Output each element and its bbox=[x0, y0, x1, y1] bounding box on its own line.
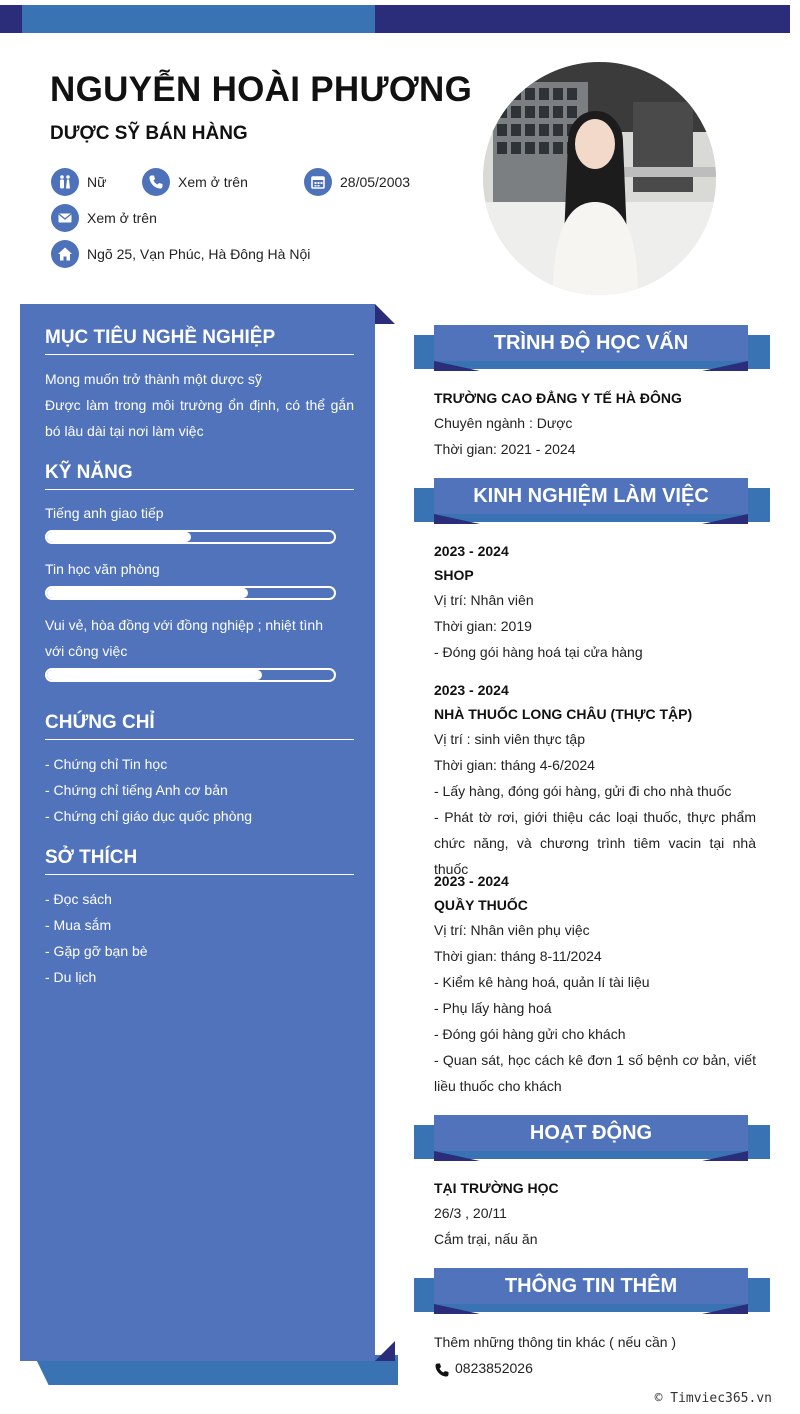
experience-heading bbox=[414, 478, 770, 522]
gender-info bbox=[51, 168, 106, 196]
sidebar-fold-top bbox=[375, 304, 395, 324]
watermark: © Timviec365.vn bbox=[654, 1391, 772, 1406]
address-info bbox=[51, 240, 310, 268]
skill-bar-fill bbox=[47, 670, 262, 680]
candidate-name: NGUYỄN HOÀI PHƯƠNG bbox=[50, 70, 473, 109]
certificate-item: - Chứng chỉ tiếng Anh cơ bản bbox=[45, 782, 228, 798]
job-line: - Kiểm kê hàng hoá, quản lí tài liệu bbox=[434, 974, 650, 990]
skill-bar bbox=[45, 530, 336, 544]
job-line: - Quan sát, học cách kê đơn 1 số bệnh cơ bản, viết liều thuốc cho khách bbox=[434, 1052, 756, 1094]
birthday-info bbox=[304, 168, 410, 196]
activity-place: TẠI TRƯỜNG HỌC bbox=[434, 1180, 559, 1196]
more-info-phone bbox=[434, 1355, 756, 1381]
skill-name: Tiếng anh giao tiếp bbox=[45, 505, 164, 521]
certificates-title: CHỨNG CHỈ bbox=[45, 712, 354, 740]
birthday-value: 28/05/2003 bbox=[340, 174, 411, 190]
job-line: - Đóng gói hàng hoá tại cửa hàng bbox=[434, 644, 643, 660]
job-company: QUẦY THUỐC bbox=[434, 897, 528, 913]
phone-icon bbox=[142, 168, 170, 196]
phone-icon bbox=[434, 1360, 450, 1376]
job-period: 2023 - 2024 bbox=[434, 543, 509, 559]
job-company: NHÀ THUỐC LONG CHÂU (THỰC TẬP) bbox=[434, 706, 693, 722]
job-line: Thời gian: 2019 bbox=[434, 618, 532, 634]
job-line: - Đóng gói hàng gửi cho khách bbox=[434, 1026, 626, 1042]
job-period: 2023 - 2024 bbox=[434, 873, 509, 889]
skill-bar-fill bbox=[47, 532, 191, 542]
experience-title: KINH NGHIỆM LÀM VIỆC bbox=[434, 478, 748, 514]
job-line: - Lấy hàng, đóng gói hàng, gửi đi cho nhà thuốc bbox=[434, 783, 732, 799]
skill-name: Tin học văn phòng bbox=[45, 561, 160, 577]
phone-value: Xem ở trên bbox=[178, 174, 248, 190]
skills-title: KỸ NĂNG bbox=[45, 462, 354, 490]
school-name: TRƯỜNG CAO ĐẲNG Y TẾ HÀ ĐÔNG bbox=[434, 390, 682, 406]
job-line: - Phát tờ rơi, giới thiệu các loại thuốc, thực phẩm chức năng, và chương trình tiêm vacin tại nhà thuốc bbox=[434, 809, 756, 877]
job-line: - Phụ lấy hàng hoá bbox=[434, 1000, 552, 1016]
sidebar-fold-bottom bbox=[375, 1341, 395, 1361]
email-value: Xem ở trên bbox=[87, 210, 157, 226]
hobby-item: - Đọc sách bbox=[45, 891, 112, 907]
address-value: Ngõ 25, Vạn Phúc, Hà Đông Hà Nội bbox=[87, 246, 311, 262]
activities-title: HOẠT ĐỘNG bbox=[434, 1115, 748, 1151]
objective-text: Mong muốn trở thành một dược sỹ Được làm trong môi trường ổn định, có thể gắn bó lâu dài tại nơi làm việc bbox=[45, 371, 354, 439]
skill-bar bbox=[45, 668, 336, 682]
more-info-title: THÔNG TIN THÊM bbox=[434, 1268, 748, 1304]
phone-info bbox=[142, 168, 248, 196]
activities-heading bbox=[414, 1115, 770, 1159]
skill-bar-fill bbox=[47, 588, 248, 598]
hobby-item: - Gặp gỡ bạn bè bbox=[45, 943, 148, 959]
education-heading bbox=[414, 325, 770, 369]
school-time: Thời gian: 2021 - 2024 bbox=[434, 441, 576, 457]
education-title: TRÌNH ĐỘ HỌC VẤN bbox=[434, 325, 748, 361]
gender-value: Nữ bbox=[87, 174, 107, 190]
job-period: 2023 - 2024 bbox=[434, 682, 509, 698]
certificate-item: - Chứng chỉ Tin học bbox=[45, 756, 168, 772]
certificate-item: - Chứng chỉ giáo dục quốc phòng bbox=[45, 808, 253, 824]
more-info-heading bbox=[414, 1268, 770, 1312]
envelope-icon bbox=[51, 204, 79, 232]
phone-number: 0823852026 bbox=[455, 1360, 533, 1376]
email-info bbox=[51, 204, 157, 232]
calendar-icon bbox=[304, 168, 332, 196]
job-title: DƯỢC SỸ BÁN HÀNG bbox=[50, 123, 248, 144]
hobbies-title: SỞ THÍCH bbox=[45, 847, 354, 875]
hobby-item: - Mua sắm bbox=[45, 917, 112, 933]
top-decor-accent bbox=[22, 5, 375, 33]
job-line: Thời gian: tháng 8-11/2024 bbox=[434, 948, 602, 964]
job-line: Thời gian: tháng 4-6/2024 bbox=[434, 757, 595, 773]
job-line: Vị trí : sinh viên thực tập bbox=[434, 731, 585, 747]
skill-name: Vui vẻ, hòa đồng với đồng nghiệp ; nhiệt tình với công việc bbox=[45, 617, 323, 659]
school-major: Chuyên ngành : Dược bbox=[434, 415, 573, 431]
job-line: Vị trí: Nhân viên bbox=[434, 592, 534, 608]
job-company: SHOP bbox=[434, 567, 474, 583]
profile-photo bbox=[483, 62, 716, 295]
home-icon bbox=[51, 240, 79, 268]
activity-desc: Cắm trại, nấu ăn bbox=[434, 1231, 538, 1247]
job-line: Vị trí: Nhân viên phụ việc bbox=[434, 922, 590, 938]
gender-icon bbox=[51, 168, 79, 196]
objective-title: MỤC TIÊU NGHỀ NGHIỆP bbox=[45, 327, 354, 355]
more-info-text: Thêm những thông tin khác ( nếu cần ) bbox=[434, 1334, 677, 1350]
skill-bar bbox=[45, 586, 336, 600]
activity-dates: 26/3 , 20/11 bbox=[434, 1205, 507, 1221]
hobby-item: - Du lịch bbox=[45, 969, 97, 985]
